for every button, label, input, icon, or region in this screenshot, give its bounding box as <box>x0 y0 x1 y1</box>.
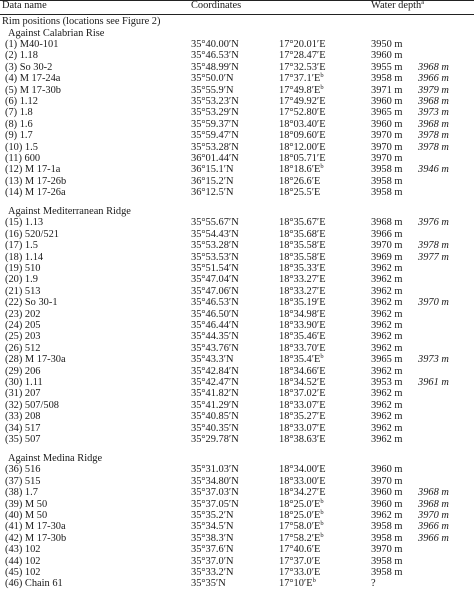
cell-data-name: (25) 203 <box>5 331 41 343</box>
cell-data-name: (40) M 50 <box>5 509 48 521</box>
table-row <box>0 434 474 445</box>
table-row <box>0 39 474 50</box>
cell-water-depth: 3962 m <box>371 365 403 377</box>
cell-corrected-depth: 3966 m <box>418 73 449 85</box>
cell-data-name: (6) 1.12 <box>5 95 38 107</box>
table-row <box>0 366 474 377</box>
table-row <box>0 274 474 285</box>
cell-water-depth: 3970 m <box>371 544 403 556</box>
cell-latitude: 35°46.44′N <box>191 320 239 331</box>
cell-water-depth: 3962 m <box>371 297 403 309</box>
cell-corrected-depth: 3978 m <box>418 141 449 153</box>
cell-corrected-depth: 3968 m <box>418 118 449 130</box>
cell-data-name: (8) 1.6 <box>5 118 33 130</box>
cell-corrected-depth: 3966 m <box>418 521 449 533</box>
cell-longitude: $17^\circ 58.0'E^b$ <box>279 520 324 533</box>
cell-data-name: (38) 1.7 <box>5 487 38 499</box>
table-row <box>0 119 474 130</box>
cell-latitude: 35°47.06′N <box>191 285 239 297</box>
cell-water-depth: 3960 m <box>371 464 403 476</box>
cell-latitude: 36°15.2′N <box>191 175 234 187</box>
table-row <box>0 400 474 411</box>
cell-data-name: (41) M 17-30a <box>5 521 66 533</box>
cell-longitude: $17^\circ 37.1'E^b$ <box>279 72 324 85</box>
table-row <box>0 187 474 198</box>
table-row <box>0 263 474 274</box>
cell-latitude: 35°47.04′N <box>191 274 239 286</box>
cell-water-depth: 3962 m <box>371 509 403 521</box>
cell-longitude: $18^\circ 25.0'E^b$ <box>279 508 324 521</box>
cell-latitude: 35°46.50′N <box>191 308 239 320</box>
cell-data-name: (5) M 17-30b <box>5 84 61 96</box>
cell-water-depth: 3962 m <box>371 399 403 411</box>
column-header-data-name: Data name <box>2 0 47 11</box>
cell-water-depth: 3970 m <box>371 152 403 164</box>
cell-longitude: 18°12.00′E <box>279 141 326 153</box>
table-row <box>0 240 474 251</box>
table-row <box>0 567 474 578</box>
cell-data-name: (26) 512 <box>5 342 41 354</box>
cell-latitude: 35°35′N <box>191 578 226 590</box>
table-row <box>0 423 474 434</box>
cell-water-depth: 3962 m <box>371 263 403 274</box>
cell-corrected-depth: 3977 m <box>418 251 449 263</box>
cell-longitude: 18°34.27′E <box>279 487 326 499</box>
cell-data-name: (23) 202 <box>5 308 41 320</box>
table-row <box>0 96 474 107</box>
cell-water-depth: 3962 m <box>371 331 403 343</box>
cell-corrected-depth: 3968 m <box>418 61 449 73</box>
cell-water-depth: 3958 m <box>371 566 403 578</box>
cell-data-name: (24) 205 <box>5 320 41 331</box>
cell-water-depth: 3962 m <box>371 388 403 400</box>
cell-water-depth: 3962 m <box>371 274 403 286</box>
cell-longitude: 18°35.27′E <box>279 411 326 423</box>
table-row <box>0 510 474 521</box>
cell-water-depth: 3970 m <box>371 141 403 153</box>
cell-corrected-depth: 3968 m <box>418 498 449 510</box>
cell-data-name: (14) M 17-26a <box>5 187 66 199</box>
table-row <box>0 62 474 73</box>
cell-latitude: 36°12.5′N <box>191 187 234 199</box>
cell-longitude: 18°09.60′E <box>279 130 326 142</box>
cell-latitude: 35°43.3′N <box>191 354 234 366</box>
cell-longitude: $17^\circ 10'E^b$ <box>279 577 316 590</box>
cell-data-name: (1) M40-101 <box>5 38 59 50</box>
cell-data-name: (21) 513 <box>5 285 41 297</box>
footnote-marker: b <box>320 353 324 361</box>
cell-longitude: 18°35.58′E <box>279 251 326 263</box>
cell-water-depth: 3955 m <box>371 61 403 73</box>
cell-latitude: 35°40.00′N <box>191 38 239 50</box>
table-row <box>0 176 474 187</box>
footnote-marker: b <box>320 83 324 91</box>
cell-data-name: (33) 208 <box>5 411 41 423</box>
cell-data-name: (30) 1.11 <box>5 377 43 388</box>
table-row <box>0 521 474 532</box>
cell-latitude: 35°44.35′N <box>191 331 239 343</box>
table-row <box>0 354 474 365</box>
cell-latitude: 35°55.67′N <box>191 217 239 229</box>
footnote-marker: b <box>320 497 324 505</box>
cell-water-depth: 3950 m <box>371 38 403 50</box>
cell-corrected-depth: 3979 m <box>418 84 449 96</box>
cell-corrected-depth: 3968 m <box>418 487 449 499</box>
cell-latitude: 35°31.03′N <box>191 464 239 476</box>
cell-data-name: (16) 520/521 <box>5 228 59 240</box>
cell-data-name: (10) 1.5 <box>5 141 38 153</box>
cell-longitude: 18°33.90′E <box>279 320 326 331</box>
table-row <box>0 464 474 475</box>
cell-water-depth: 3958 m <box>371 187 403 199</box>
group-title <box>0 206 474 217</box>
header-bottom-rule <box>0 14 474 15</box>
cell-longitude: 18°33.27′E <box>279 285 326 297</box>
cell-longitude: 18°35.19′E <box>279 297 326 309</box>
cell-longitude: 18°33.27′E <box>279 274 326 286</box>
cell-water-depth: 3962 m <box>371 434 403 445</box>
cell-latitude: 35°40.85′N <box>191 411 239 423</box>
cell-data-name: (28) M 17-30a <box>5 354 66 366</box>
cell-data-name: (7) 1.8 <box>5 107 33 119</box>
cell-latitude: 35°37.6′N <box>191 544 234 556</box>
cell-latitude: 35°50.0′N <box>191 73 234 85</box>
cell-water-depth: 3958 m <box>371 164 403 176</box>
cell-data-name: (31) 207 <box>5 388 41 400</box>
cell-water-depth: 3965 m <box>371 354 403 366</box>
cell-longitude: 18°26.6′E <box>279 175 321 187</box>
cell-latitude: 35°48.99′N <box>191 61 239 73</box>
table-row <box>0 130 474 141</box>
cell-data-name: (37) 515 <box>5 475 41 487</box>
table-row <box>0 533 474 544</box>
cell-data-name: (45) 102 <box>5 566 41 578</box>
cell-latitude: 35°35.2′N <box>191 509 234 521</box>
cell-data-name: (22) So 30-1 <box>5 297 58 309</box>
cell-latitude: 35°54.43′N <box>191 228 239 240</box>
cell-longitude: $18^\circ 18.6'E^b$ <box>279 163 324 176</box>
cell-latitude: 35°37.05′N <box>191 498 239 510</box>
group-title <box>0 453 474 464</box>
cell-longitude: 18°25.5′E <box>279 187 321 199</box>
cell-data-name: (46) Chain 61 <box>5 578 63 590</box>
table-row <box>0 388 474 399</box>
cell-corrected-depth: 3978 m <box>418 240 449 252</box>
cell-longitude: 18°33.07′E <box>279 422 326 434</box>
cell-longitude: $18^\circ 35.4'E^b$ <box>279 353 324 366</box>
table-row <box>0 73 474 84</box>
table-header <box>0 0 474 14</box>
cell-latitude: 35°37.0′N <box>191 555 234 567</box>
cell-longitude: 18°34.98′E <box>279 308 326 320</box>
cell-longitude: 18°33.07′E <box>279 399 326 411</box>
cell-longitude: 17°40.6′E <box>279 544 321 556</box>
footnote-marker: b <box>320 72 324 80</box>
table-row <box>0 377 474 388</box>
cell-water-depth: 3958 m <box>371 175 403 187</box>
cell-longitude: 17°20.01′E <box>279 38 326 50</box>
cell-latitude: 35°41.82′N <box>191 388 239 400</box>
cell-corrected-depth: 3970 m <box>418 297 449 309</box>
cell-water-depth: 3962 m <box>371 285 403 297</box>
cell-longitude: 17°28.47′E <box>279 50 326 62</box>
cell-water-depth: 3960 m <box>371 498 403 510</box>
cell-longitude: 18°33.70′E <box>279 342 326 354</box>
section-title-text: Rim positions (locations see Figure 2) <box>2 16 161 27</box>
cell-latitude: 35°42.84′N <box>191 365 239 377</box>
cell-data-name: (17) 1.5 <box>5 240 38 252</box>
cell-corrected-depth: 3973 m <box>418 354 449 366</box>
cell-data-name: (3) So 30-2 <box>5 61 53 73</box>
table-row <box>0 107 474 118</box>
cell-water-depth: 3962 m <box>371 308 403 320</box>
group-title-text: Against Calabrian Rise <box>8 27 105 39</box>
cell-longitude: $17^\circ 49.8'E^b$ <box>279 83 324 96</box>
cell-water-depth: 3968 m <box>371 217 403 229</box>
section-title <box>0 16 474 27</box>
table-row <box>0 142 474 153</box>
cell-data-name: (42) M 17-30b <box>5 532 67 544</box>
cell-data-name: (19) 510 <box>5 263 41 274</box>
cell-latitude: 35°33.2′N <box>191 566 234 578</box>
table-row <box>0 487 474 498</box>
table-row <box>0 229 474 240</box>
cell-data-name: (29) 206 <box>5 365 41 377</box>
cell-water-depth: 3958 m <box>371 73 403 85</box>
cell-latitude: 35°46.53′N <box>191 297 239 309</box>
table-row <box>0 286 474 297</box>
column-header-coordinates: Coordinates <box>191 0 242 11</box>
cell-longitude: 17°37.0′E <box>279 555 321 567</box>
cell-data-name: (15) 1.13 <box>5 217 44 229</box>
cell-water-depth: 3958 m <box>371 532 403 544</box>
cell-latitude: 35°53.29′N <box>191 107 239 119</box>
cell-water-depth: 3969 m <box>371 251 403 263</box>
cell-latitude: 35°29.78′N <box>191 434 239 445</box>
group-title-text: Against Mediterranean Ridge <box>8 206 131 217</box>
table-row <box>0 544 474 555</box>
cell-longitude: 18°34.66′E <box>279 365 326 377</box>
cell-water-depth: 3971 m <box>371 84 403 96</box>
cell-longitude: 18°35.58′E <box>279 240 326 252</box>
cell-water-depth: 3962 m <box>371 422 403 434</box>
cell-corrected-depth: 3973 m <box>418 107 449 119</box>
cell-water-depth: 3960 m <box>371 118 403 130</box>
cell-longitude: 17°32.53′E <box>279 61 326 73</box>
cell-longitude: $17^\circ 58.2'E^b$ <box>279 531 324 544</box>
cell-latitude: 35°34.5′N <box>191 521 234 533</box>
cell-latitude: 36°01.44′N <box>191 152 239 164</box>
cell-latitude: 35°53.53′N <box>191 251 239 263</box>
table-row <box>0 309 474 320</box>
cell-water-depth: 3953 m <box>371 377 403 388</box>
cell-latitude: 35°59.37′N <box>191 118 239 130</box>
cell-data-name: (20) 1.9 <box>5 274 38 286</box>
table-row <box>0 331 474 342</box>
cell-longitude: 17°33.0′E <box>279 566 321 578</box>
cell-longitude: 18°03.40′E <box>279 118 326 130</box>
cell-data-name: (44) 102 <box>5 555 41 567</box>
cell-longitude: 18°37.02′E <box>279 388 326 400</box>
cell-latitude: 35°51.54′N <box>191 263 239 274</box>
cell-corrected-depth: 3946 m <box>418 164 449 176</box>
cell-latitude: 36°15.1′N <box>191 164 234 176</box>
cell-latitude: 35°40.35′N <box>191 422 239 434</box>
cell-data-name: (9) 1.7 <box>5 130 33 142</box>
cell-longitude: 18°33.00′E <box>279 475 326 487</box>
table-row <box>0 85 474 96</box>
table-row <box>0 411 474 422</box>
group-title <box>0 28 474 39</box>
cell-latitude: 35°43.76′N <box>191 342 239 354</box>
footnote-marker: b <box>320 520 324 528</box>
table-row <box>0 50 474 61</box>
column-header-water-depth: Water depth$^a$ <box>371 0 425 11</box>
cell-data-name: (35) 507 <box>5 434 41 445</box>
cell-water-depth: 3958 m <box>371 521 403 533</box>
footnote-marker: b <box>320 163 324 171</box>
cell-data-name: (11) 600 <box>5 152 41 164</box>
cell-longitude: 18°35.46′E <box>279 331 326 343</box>
cell-latitude: 35°34.80′N <box>191 475 239 487</box>
cell-longitude: 18°34.00′E <box>279 464 326 476</box>
cell-latitude: 35°53.23′N <box>191 95 239 107</box>
cell-corrected-depth: 3968 m <box>418 95 449 107</box>
cell-data-name: (12) M 17-1a <box>5 164 61 176</box>
cell-longitude: 18°34.52′E <box>279 377 326 388</box>
cell-corrected-depth: 3978 m <box>418 130 449 142</box>
cell-longitude: 18°35.67′E <box>279 217 326 229</box>
cell-water-depth: 3965 m <box>371 107 403 119</box>
cell-water-depth: 3960 m <box>371 487 403 499</box>
table-row <box>0 556 474 567</box>
table-row <box>0 153 474 164</box>
cell-data-name: (4) M 17-24a <box>5 73 61 85</box>
cell-data-name: (13) M 17-26b <box>5 175 67 187</box>
cell-corrected-depth: 3961 m <box>418 377 449 388</box>
table-row <box>0 217 474 228</box>
cell-latitude: 35°41.29′N <box>191 399 239 411</box>
cell-latitude: 35°37.03′N <box>191 487 239 499</box>
cell-longitude: 18°35.68′E <box>279 228 326 240</box>
table-row <box>0 252 474 263</box>
table-row <box>0 499 474 510</box>
cell-latitude: 35°38.3′N <box>191 532 234 544</box>
cell-water-depth: 3970 m <box>371 130 403 142</box>
table-row <box>0 164 474 175</box>
cell-longitude: 18°38.63′E <box>279 434 326 445</box>
cell-longitude: 17°49.92′E <box>279 95 326 107</box>
cell-water-depth: 3966 m <box>371 228 403 240</box>
footnote-marker: b <box>320 531 324 539</box>
cell-water-depth: 3970 m <box>371 475 403 487</box>
cell-data-name: (36) 516 <box>5 464 41 476</box>
cell-corrected-depth: 3976 m <box>418 217 449 229</box>
cell-water-depth: 3958 m <box>371 555 403 567</box>
cell-latitude: 35°46.53′N <box>191 50 239 62</box>
cell-longitude: 18°35.33′E <box>279 263 326 274</box>
cell-water-depth: 3960 m <box>371 50 403 62</box>
cell-data-name: (34) 517 <box>5 422 41 434</box>
table-row <box>0 343 474 354</box>
cell-latitude: 35°53.28′N <box>191 141 239 153</box>
cell-latitude: 35°55.9′N <box>191 84 234 96</box>
cell-data-name: (2) 1.18 <box>5 50 38 62</box>
cell-longitude: $18^\circ 25.0'E^b$ <box>279 497 324 510</box>
footnote-marker: b <box>312 577 316 585</box>
cell-data-name: (43) 102 <box>5 544 41 556</box>
cell-data-name: (39) M 50 <box>5 498 48 510</box>
cell-corrected-depth: 3970 m <box>418 509 449 521</box>
footnote-marker: b <box>320 508 324 516</box>
table-row <box>0 297 474 308</box>
table-row <box>0 320 474 331</box>
cell-water-depth: 3962 m <box>371 411 403 423</box>
cell-longitude: 17°52.80′E <box>279 107 326 119</box>
group-title-text: Against Medina Ridge <box>8 452 103 464</box>
table-row <box>0 578 474 589</box>
cell-data-name: (18) 1.14 <box>5 251 44 263</box>
cell-latitude: 35°59.47′N <box>191 130 239 142</box>
cell-water-depth: 3970 m <box>371 240 403 252</box>
cell-latitude: 35°42.47′N <box>191 377 239 388</box>
cell-water-depth: 3962 m <box>371 342 403 354</box>
cell-water-depth: ? <box>371 578 376 590</box>
cell-corrected-depth: 3966 m <box>418 532 449 544</box>
cell-data-name: (32) 507/508 <box>5 399 59 411</box>
table-row <box>0 476 474 487</box>
cell-water-depth: 3960 m <box>371 95 403 107</box>
cell-longitude: 18°05.71′E <box>279 152 326 164</box>
cell-latitude: 35°53.28′N <box>191 240 239 252</box>
cell-water-depth: 3962 m <box>371 320 403 331</box>
